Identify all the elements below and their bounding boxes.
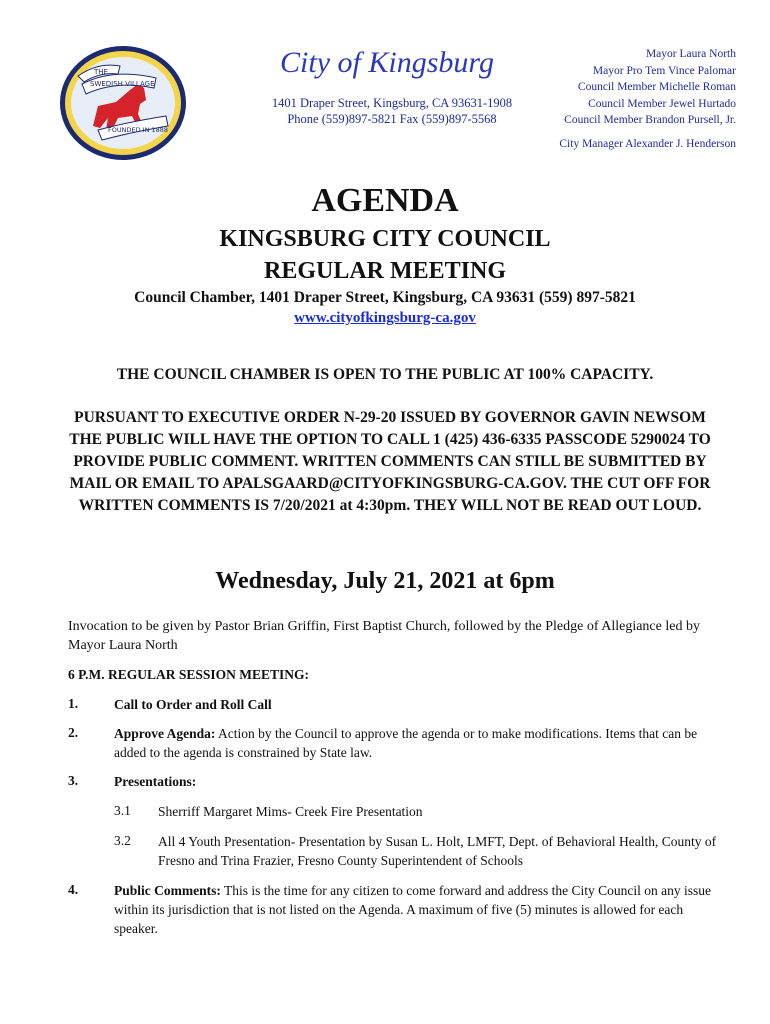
city-address-block (232, 95, 552, 127)
council-members-list (520, 46, 736, 129)
agenda-item-public-comments (114, 881, 724, 938)
council-member: Council Member Jewel Hurtado (588, 97, 736, 110)
agenda-item-label: Presentations: (114, 774, 197, 789)
city-title: City of Kingsburg (280, 46, 494, 79)
logo-text-the: THE (94, 68, 108, 76)
council-member: Mayor Laura North (645, 48, 736, 60)
capacity-notice: THE COUNCIL CHAMBER IS OPEN TO THE PUBLIC AT 100% CAPACITY. (116, 366, 654, 383)
logo-text-village: SWEDISH VILLAGE (90, 80, 155, 88)
executive-order-notice: PURSUANT TO EXECUTIVE ORDER N-29-20 ISSUED BY GOVERNOR GAVIN NEWSOM THE PUBLIC WILL HAVE THE OPTION TO CALL 1 (425) 436-6335 PASSCODE 5290024 TO PROVIDE PUBLIC COMMENT. WRITTEN COMMENTS CAN STILL BE SUBMITTED BY MAIL OR EMAIL TO APALSGAARD@CITYOFKINGSBURG-CA.GOV. THE CUT OFF FOR WRITTEN COMMENTS IS 7/20/2021 at 4:30pm. THEY WILL NOT BE READ OUT LOUD. (69, 409, 711, 514)
agenda-item-number: 2. (68, 725, 79, 740)
presentation-number: 3.2 (114, 833, 131, 848)
presentation-item: Sherriff Margaret Mims- Creek Fire Presentation (158, 804, 423, 819)
council-member: Council Member Michelle Roman (577, 81, 736, 93)
agenda-item-label: Approve Agenda: (114, 726, 216, 741)
agenda-item-label: Public Comments: (114, 883, 221, 898)
agenda-item-presentations (114, 772, 724, 791)
meeting-type-heading: REGULAR MEETING (263, 258, 507, 284)
session-heading: 6 P.M. REGULAR SESSION MEETING: (68, 667, 310, 682)
council-member: Council Member Brandon Pursell, Jr. (564, 114, 736, 126)
presentation-item: All 4 Youth Presentation- Presentation by Susan L. Holt, LMFT, Dept. of Behavioral Health, County of Fresno and Trina Frazier, Fresno County Superintendent of Schools (158, 834, 717, 868)
meeting-date: Wednesday, July 21, 2021 at 6pm (215, 568, 555, 594)
council-member: Mayor Pro Tem Vince Palomar (592, 64, 736, 77)
council-name-heading: KINGSBURG CITY COUNCIL (219, 226, 551, 252)
city-manager: City Manager Alexander J. Henderson (559, 138, 736, 150)
chamber-location: Council Chamber, 1401 Draper Street, Kingsburg, CA 93631 (559) 897-5821 (134, 289, 636, 306)
agenda-item-number: 3. (68, 773, 79, 788)
agenda-heading: AGENDA (311, 182, 459, 219)
website-link[interactable]: www.cityofkingsburg-ca.gov (294, 310, 476, 326)
agenda-item-text: Action by the Council to approve the agenda or to make modifications. Items that can be added to the agenda is constrained by State law. (114, 726, 698, 760)
agenda-item-number: 4. (68, 882, 79, 897)
invocation-text: Invocation to be given by Pastor Brian Griffin, First Baptist Church, followed by the Pledge of Allegiance led by Mayor Laura North (68, 619, 700, 653)
city-phone-fax: Phone (559)897-5821 Fax (559)897-5568 (287, 112, 497, 126)
agenda-item-approve-agenda (114, 724, 724, 762)
city-address: 1401 Draper Street, Kingsburg, CA 93631-1908 (271, 96, 513, 110)
logo-text-founded: FOUNDED IN 1888 (108, 126, 169, 134)
presentation-number: 3.1 (114, 803, 131, 818)
agenda-item-text: This is the time for any citizen to come forward and address the City Council on any issue within its jurisdiction that is not listed on the Agenda. A maximum of five (5) minutes is allowed for each speaker. (114, 883, 712, 936)
city-seal-logo (58, 44, 188, 162)
agenda-item-call-to-order (114, 695, 724, 714)
agenda-item-label: Call to Order and Roll Call (114, 697, 272, 712)
agenda-item-number: 1. (68, 696, 79, 711)
